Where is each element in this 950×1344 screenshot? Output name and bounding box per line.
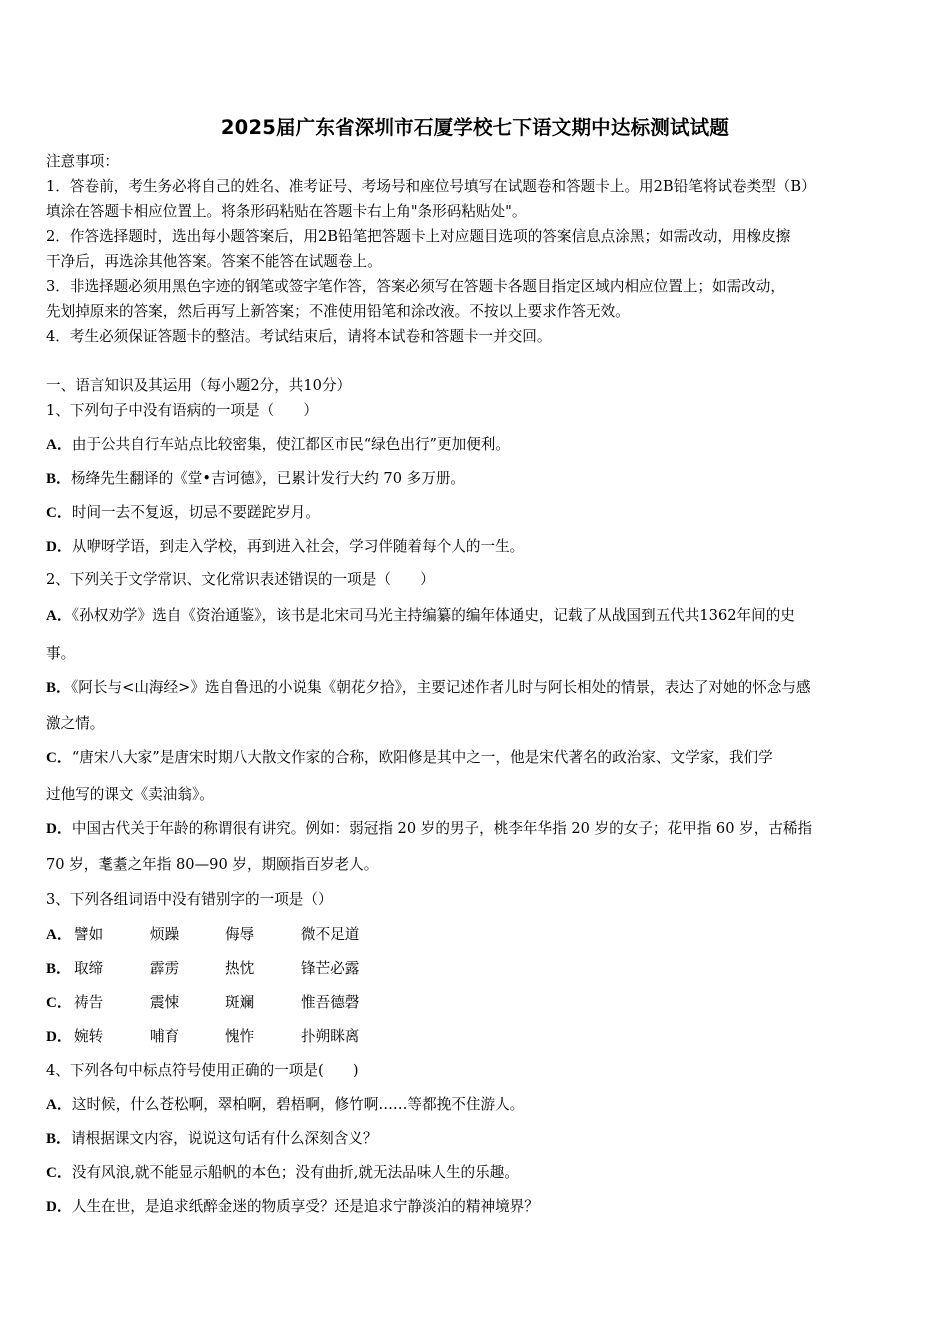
option-text: “唐宋八大家”是唐宋时期八大散文作家的合称，欧阳修是其中之一，他是宋代著名的政治家、文学家，我们学 bbox=[71, 749, 773, 766]
option-letter: D． bbox=[46, 539, 72, 555]
option-text: 人生在世，是追求纸醉金迷的物质享受？还是追求宁静淡泊的精神境界？ bbox=[71, 1198, 539, 1215]
option-letter: C． bbox=[46, 750, 72, 766]
option-word: 侮辱 bbox=[225, 926, 255, 943]
option-letter: A． bbox=[46, 927, 72, 943]
option-word: 微不足道 bbox=[301, 926, 360, 943]
option-text: 请根据课文内容，说说这句话有什么深刻含义？ bbox=[71, 1130, 378, 1147]
option-word: 哺育 bbox=[150, 1028, 180, 1045]
section-heading: 一、语言知识及其运用（每小题2分，共10分） bbox=[46, 377, 352, 394]
question-1-option-a bbox=[46, 435, 916, 455]
option-letter: B． bbox=[46, 961, 72, 977]
question-2-option-d-cont: 70 岁，耄耋之年指 80—90 岁，期颐指百岁老人。 bbox=[46, 856, 379, 873]
option-letter: B． bbox=[46, 471, 72, 487]
option-text: 杨绛先生翻译的《堂•吉诃德》，已累计发行大约 70 多万册。 bbox=[71, 470, 466, 487]
question-4-stem: 4、下列各句中标点符号使用正确的一项是( ) bbox=[46, 1062, 359, 1079]
notice-line: 干净后，再选涂其他答案。答案不能答在试题卷上。 bbox=[46, 253, 382, 270]
option-text: 这时候，什么苍松啊，翠柏啊，碧梧啊，修竹啊……等都挽不住游人。 bbox=[71, 1096, 525, 1113]
option-text: 时间一去不复返，切忌不要蹉跎岁月。 bbox=[71, 504, 320, 521]
option-word: 譬如 bbox=[74, 926, 104, 943]
option-text: 《阿长与<山海经>》选自鲁迅的小说集《朝花夕拾》，主要记述作者儿时与阿长相处的情景，表达了对她的怀念与感 bbox=[71, 679, 811, 696]
option-word: 烦躁 bbox=[150, 926, 180, 943]
option-letter: B． bbox=[46, 1131, 72, 1147]
option-word: 斑斓 bbox=[225, 994, 255, 1011]
question-3-stem: 3、下列各组词语中没有错别字的一项是（） bbox=[46, 891, 333, 908]
question-1-option-c bbox=[46, 503, 916, 523]
question-1-option-d bbox=[46, 537, 916, 557]
notice-line: 1．答卷前，考生务必将自己的姓名、准考证号、考场号和座位号填写在试题卷和答题卡上。用2B铅笔将试卷类型（B） bbox=[46, 178, 816, 195]
option-letter: A． bbox=[46, 1097, 72, 1113]
question-1-stem: 1、下列句子中没有语病的一项是（ ） bbox=[46, 402, 318, 419]
question-4-option-d bbox=[46, 1197, 916, 1217]
option-letter: D． bbox=[46, 1029, 72, 1045]
notice-line: 填涂在答题卡相应位置上。将条形码粘贴在答题卡右上角"条形码粘贴处"。 bbox=[46, 203, 527, 220]
option-letter: A． bbox=[46, 608, 72, 624]
option-word: 锋芒必露 bbox=[301, 960, 360, 977]
option-letter: B． bbox=[46, 680, 72, 696]
question-2-option-a bbox=[46, 606, 916, 626]
option-word: 惟吾德磬 bbox=[301, 994, 360, 1011]
notice-line: 4．考生必须保证答题卡的整洁。考试结束后，请将本试卷和答题卡一并交回。 bbox=[46, 328, 552, 345]
question-4-option-a bbox=[46, 1095, 916, 1115]
option-word: 祷告 bbox=[74, 994, 104, 1011]
notice-line: 先划掉原来的答案，然后再写上新答案；不准使用铅笔和涂改液。不按以上要求作答无效。 bbox=[46, 303, 630, 320]
option-word: 震悚 bbox=[150, 994, 180, 1011]
option-letter: C． bbox=[46, 995, 72, 1011]
page-title: 2025届广东省深圳市石厦学校七下语文期中达标测试试题 bbox=[220, 116, 730, 139]
question-4-option-b bbox=[46, 1129, 916, 1149]
question-1-option-b bbox=[46, 469, 916, 489]
option-text: 从咿呀学语，到走入学校，再到进入社会，学习伴随着每个人的一生。 bbox=[71, 538, 525, 555]
option-text: 没有风浪,就不能显示船帆的本色；没有曲折,就无法品味人生的乐趣。 bbox=[71, 1164, 519, 1181]
option-letter: A． bbox=[46, 437, 72, 453]
option-word: 霹雳 bbox=[150, 960, 180, 977]
option-letter: C． bbox=[46, 1165, 72, 1181]
option-letter: D． bbox=[46, 1199, 72, 1215]
question-2-option-d bbox=[46, 819, 916, 839]
question-2-stem: 2、下列关于文学常识、文化常识表述错误的一项是（ ） bbox=[46, 571, 435, 588]
option-word: 愧怍 bbox=[225, 1028, 255, 1045]
notice-line: 3．非选择题必须用黑色字迹的钢笔或签字笔作答，答案必须写在答题卡各题目指定区域内相应位置上；如需改动， bbox=[46, 278, 785, 295]
option-word: 取缔 bbox=[74, 960, 104, 977]
option-text: 中国古代关于年龄的称谓很有讲究。例如：弱冠指 20 岁的男子，桃李年华指 20 岁的女子；花甲指 60 岁，古稀指 bbox=[71, 820, 813, 837]
option-letter: C． bbox=[46, 505, 72, 521]
notice-heading: 注意事项： bbox=[46, 153, 119, 170]
option-letter: D． bbox=[46, 821, 72, 837]
option-word: 热忱 bbox=[225, 960, 255, 977]
question-2-option-b-cont: 激之情。 bbox=[46, 715, 105, 732]
option-text: 由于公共自行车站点比较密集，使江都区市民“绿色出行”更加便利。 bbox=[71, 436, 510, 453]
question-2-option-a-cont: 事。 bbox=[46, 645, 76, 662]
question-4-option-c bbox=[46, 1163, 916, 1183]
notice-line: 2．作答选择题时，选出每小题答案后，用2B铅笔把答题卡上对应题目选项的答案信息点涂黑；如需改动，用橡皮擦 bbox=[46, 228, 791, 245]
option-text: 《孙权劝学》选自《资治通鉴》，该书是北宋司马光主持编纂的编年体通史，记载了从战国到五代共1362年间的史 bbox=[71, 607, 795, 624]
option-word: 婉转 bbox=[74, 1028, 104, 1045]
question-2-option-c-cont: 过他写的课文《卖油翁》。 bbox=[46, 786, 214, 803]
question-2-option-c bbox=[46, 748, 916, 768]
option-word: 扑朔眯离 bbox=[301, 1028, 360, 1045]
question-2-option-b bbox=[46, 678, 916, 698]
